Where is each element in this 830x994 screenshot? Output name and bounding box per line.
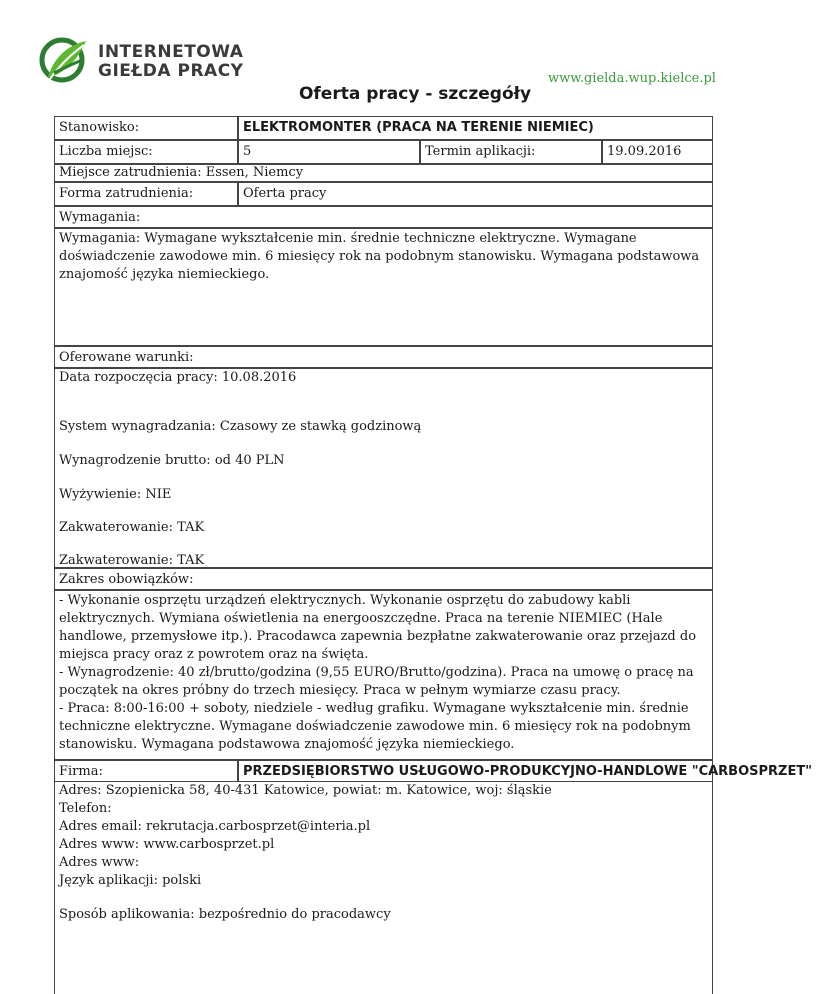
company-www[interactable]: Adres www: www.carbosprzet.pl — [59, 837, 275, 852]
logo-text-line2: GIEŁDA PRACY — [98, 61, 244, 81]
duties-line: stanowisku. Wymagana podstawowa znajomość języka niemieckiego. — [59, 737, 515, 752]
position-value: ELEKTROMONTER (PRACA NA TERENIE NIEMIEC) — [238, 116, 713, 140]
workplace-row: Miejsce zatrudnienia: Essen, Niemcy — [54, 164, 713, 182]
requirements-text: Wymagania: Wymagane wykształcenie min. średnie techniczne elektryczne. Wymagane doświadczenie zawodowe min. 6 miesięcy rok na podobnym stanowisku. Wymagana podstawowa znajomość języka niemieckiego. — [54, 228, 713, 346]
offered-conditions-box — [54, 368, 713, 568]
start-date: Data rozpoczęcia pracy: 10.08.2016 — [59, 370, 297, 385]
meals: Wyżywienie: NIE — [59, 487, 172, 502]
company-www-empty: Adres www: — [59, 855, 140, 870]
vacancies-value: 5 — [238, 140, 420, 164]
duties-line: - Praca: 8:00-16:00 + soboty, niedziele - według grafiku. Wymagane wykształcenie min. średnie — [59, 701, 689, 716]
company-phone: Telefon: — [59, 801, 112, 816]
employment-form-label: Forma zatrudnienia: — [54, 182, 238, 206]
accommodation-repeat: Zakwaterowanie: TAK — [59, 553, 205, 568]
offered-conditions-label: Oferowane warunki: — [54, 346, 713, 368]
requirements-label: Wymagania: — [54, 206, 713, 228]
accommodation: Zakwaterowanie: TAK — [59, 520, 205, 535]
page-title: Oferta pracy - szczegóły — [298, 84, 532, 104]
gross-pay: Wynagrodzenie brutto: od 40 PLN — [59, 453, 285, 468]
company-address: Adres: Szopienicka 58, 40-431 Katowice, powiat: m. Katowice, woj: śląskie — [59, 783, 552, 798]
company-email[interactable]: Adres email: rekrutacja.carbosprzet@interia.pl — [59, 819, 371, 834]
duties-label: Zakres obowiązków: — [54, 568, 713, 590]
leaf-logo-icon — [40, 35, 94, 85]
deadline-label: Termin aplikacji: — [420, 140, 602, 164]
duties-line: - Wynagrodzenie: 40 zł/brutto/godzina (9,55 EURO/Brutto/godzina). Praca na umowę o pracę na — [59, 665, 694, 680]
application-method: Sposób aplikowania: bezpośrednio do pracodawcy — [59, 907, 391, 922]
pay-system: System wynagradzania: Czasowy ze stawką godzinową — [59, 419, 422, 434]
vacancies-label: Liczba miejsc: — [54, 140, 238, 164]
company-label: Firma: — [54, 760, 238, 782]
logo-text-line1: INTERNETOWA — [98, 42, 244, 62]
duties-line: początek na okres próbny do trzech miesięcy. Praca w pełnym wymiarze czasu pracy. — [59, 683, 621, 698]
logo — [40, 35, 244, 87]
duties-line: handlowe, przemysłowe itp.). Pracodawca zapewnia bezpłatne zakwaterowanie oraz przejazd do — [59, 629, 697, 644]
offer-details-form — [54, 116, 812, 994]
company-name: PRZEDSIĘBIORSTWO USŁUGOWO-PRODUKCYJNO-HANDLOWE "CARBOSPRZET" — [238, 760, 713, 782]
application-language: Język aplikacji: polski — [59, 873, 202, 888]
duties-line: techniczne elektryczne. Wymagane doświadczenie zawodowe min. 6 miesięcy rok na podobnym — [59, 719, 691, 734]
employment-form-value: Oferta pracy — [238, 182, 713, 206]
company-details-box — [54, 782, 713, 994]
duties-line: miejsca pracy oraz z powrotem oraz na święta. — [59, 647, 369, 662]
position-label: Stanowisko: — [54, 116, 238, 140]
deadline-value: 19.09.2016 — [602, 140, 713, 164]
duties-box — [54, 590, 713, 760]
site-url-link[interactable]: www.gielda.wup.kielce.pl — [548, 71, 716, 86]
duties-line: elektrycznych. Wymiana oświetlenia na energooszczędne. Praca na terenie NIEMIEC (Hale — [59, 611, 663, 626]
duties-line: - Wykonanie osprzętu urządzeń elektrycznych. Wykonanie osprzętu do zabudowy kabli — [59, 593, 631, 608]
